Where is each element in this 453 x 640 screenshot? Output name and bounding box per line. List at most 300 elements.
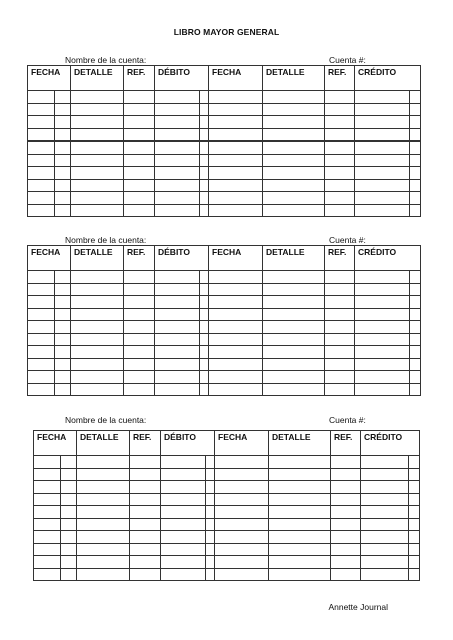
ledger-cell [124,333,155,346]
ledger-cell [215,543,269,556]
ledger-cell [325,271,355,284]
ledger-cell [28,154,55,167]
col-detalle-credit: DETALLE [263,66,325,91]
ledger-cell [155,179,200,192]
ledger-cell [269,556,331,569]
ledger-cell [130,531,161,544]
ledger-cell [155,91,200,104]
ledger-row [34,518,420,531]
ledger-cell [161,456,206,469]
ledger-row [34,493,420,506]
ledger-cell [215,568,269,581]
ledger-cell [77,468,130,481]
ledger-cell [355,91,410,104]
ledger-cell [206,481,215,494]
ledger-cell [61,556,77,569]
ledger-cell [124,204,155,217]
ledger-cell [325,321,355,334]
ledger-cell [130,556,161,569]
ledger-cell [331,506,361,519]
ledger-row [28,296,421,309]
ledger-cell [28,296,55,309]
ledger-cell [200,128,209,141]
ledger-cell [206,468,215,481]
ledger-cell [209,91,263,104]
ledger-cell [71,346,124,359]
ledger-header-row [34,431,420,456]
ledger-cell [325,192,355,205]
col-ref-debit: REF. [130,431,161,456]
ledger-cell [355,346,410,359]
ledger-cell [361,481,409,494]
ledger-cell [71,271,124,284]
ledger-cell [155,167,200,180]
ledger-cell [410,358,421,371]
ledger-cell [130,468,161,481]
ledger-cell [155,141,200,154]
ledger-cell [130,506,161,519]
ledger-cell [410,308,421,321]
col-ref-credit: REF. [325,246,355,271]
ledger-cell [130,481,161,494]
ledger-cell [34,506,61,519]
col-debito: DÉBITO [155,246,209,271]
ledger-header-row [28,66,421,91]
ledger-cell [263,358,325,371]
ledger-cell [331,481,361,494]
ledger-cell [355,371,410,384]
ledger-cell [331,493,361,506]
ledger-cell [361,518,409,531]
col-credito: CRÉDITO [355,66,421,91]
account-number-label: Cuenta #: [329,235,366,245]
account-name-label: Nombre de la cuenta: [65,55,147,65]
ledger-cell [55,154,71,167]
ledger-cell [200,271,209,284]
col-ref-debit: REF. [124,246,155,271]
ledger-table [33,430,420,581]
ledger-cell [124,371,155,384]
ledger-cell [410,91,421,104]
ledger-cell [215,518,269,531]
ledger-cell [269,531,331,544]
ledger-cell [71,103,124,116]
ledger-cell [124,296,155,309]
footer-brand: Annette Journal [328,602,388,612]
ledger-cell [355,192,410,205]
ledger-cell [34,543,61,556]
ledger-cell [161,568,206,581]
ledger-cell [410,141,421,154]
ledger-cell [28,141,55,154]
ledger-row [28,154,421,167]
col-detalle-debit: DETALLE [77,431,130,456]
ledger-cell [355,296,410,309]
ledger-cell [325,204,355,217]
ledger-row [34,506,420,519]
ledger-cell [77,543,130,556]
ledger-cell [361,531,409,544]
ledger-cell [355,333,410,346]
ledger-cell [325,358,355,371]
ledger-cell [55,91,71,104]
ledger-cell [28,91,55,104]
ledger-cell [200,296,209,309]
ledger-section-3 [33,415,419,585]
ledger-cell [361,568,409,581]
ledger-cell [28,271,55,284]
ledger-cell [410,333,421,346]
ledger-cell [124,308,155,321]
ledger-cell [55,321,71,334]
ledger-cell [409,506,420,519]
ledger-cell [124,141,155,154]
ledger-cell [55,383,71,396]
col-credito: CRÉDITO [361,431,420,456]
ledger-cell [209,154,263,167]
ledger-row [34,543,420,556]
ledger-cell [263,371,325,384]
ledger-cell [71,321,124,334]
ledger-cell [61,518,77,531]
ledger-row [28,271,421,284]
ledger-cell [269,506,331,519]
ledger-cell [355,358,410,371]
ledger-cell [124,271,155,284]
ledger-cell [206,518,215,531]
ledger-cell [325,128,355,141]
ledger-cell [206,493,215,506]
ledger-cell [28,179,55,192]
ledger-cell [28,333,55,346]
ledger-cell [155,283,200,296]
ledger-cell [61,506,77,519]
ledger-cell [55,128,71,141]
ledger-cell [61,568,77,581]
ledger-cell [28,128,55,141]
ledger-cell [155,333,200,346]
ledger-cell [325,154,355,167]
ledger-cell [410,154,421,167]
ledger-cell [409,493,420,506]
ledger-cell [263,271,325,284]
ledger-cell [269,456,331,469]
ledger-cell [355,154,410,167]
col-fecha-credit: FECHA [209,246,263,271]
ledger-cell [28,346,55,359]
ledger-cell [209,383,263,396]
ledger-cell [61,531,77,544]
ledger-cell [28,358,55,371]
ledger-cell [325,283,355,296]
ledger-row [34,456,420,469]
ledger-cell [263,321,325,334]
col-detalle-debit: DETALLE [71,66,124,91]
ledger-cell [77,568,130,581]
ledger-cell [263,296,325,309]
ledger-cell [410,371,421,384]
ledger-cell [325,371,355,384]
ledger-cell [71,128,124,141]
ledger-cell [263,383,325,396]
ledger-cell [263,346,325,359]
ledger-cell [77,531,130,544]
account-number-label: Cuenta #: [329,415,366,425]
ledger-cell [409,518,420,531]
ledger-cell [325,103,355,116]
ledger-row [28,346,421,359]
ledger-cell [263,333,325,346]
ledger-cell [124,192,155,205]
ledger-row [28,179,421,192]
ledger-cell [200,91,209,104]
ledger-cell [155,192,200,205]
ledger-cell [215,531,269,544]
ledger-cell [409,456,420,469]
ledger-cell [209,271,263,284]
ledger-cell [209,179,263,192]
ledger-cell [209,371,263,384]
ledger-cell [77,556,130,569]
ledger-cell [331,518,361,531]
ledger-cell [269,568,331,581]
ledger-cell [355,167,410,180]
ledger-cell [200,116,209,129]
ledger-body [28,91,421,217]
ledger-row [34,481,420,494]
ledger-cell [209,116,263,129]
ledger-cell [28,383,55,396]
ledger-cell [71,204,124,217]
ledger-row [28,333,421,346]
ledger-cell [209,141,263,154]
ledger-cell [61,456,77,469]
ledger-cell [34,481,61,494]
ledger-cell [200,321,209,334]
ledger-cell [161,493,206,506]
ledger-cell [61,493,77,506]
ledger-cell [410,283,421,296]
ledger-cell [209,204,263,217]
ledger-row [28,167,421,180]
ledger-cell [55,308,71,321]
ledger-cell [263,167,325,180]
ledger-cell [155,383,200,396]
col-fecha-debit: FECHA [34,431,77,456]
ledger-cell [355,204,410,217]
ledger-cell [124,179,155,192]
ledger-cell [410,116,421,129]
ledger-cell [71,358,124,371]
ledger-cell [124,128,155,141]
ledger-cell [61,468,77,481]
ledger-cell [209,283,263,296]
ledger-cell [325,167,355,180]
ledger-cell [71,383,124,396]
ledger-cell [410,271,421,284]
ledger-cell [55,271,71,284]
ledger-cell [409,543,420,556]
ledger-row [28,308,421,321]
ledger-cell [410,346,421,359]
ledger-cell [200,308,209,321]
ledger-cell [263,308,325,321]
ledger-cell [409,481,420,494]
ledger-row [34,468,420,481]
ledger-cell [355,321,410,334]
ledger-cell [155,371,200,384]
col-fecha-credit: FECHA [215,431,269,456]
ledger-cell [263,91,325,104]
ledger-cell [34,568,61,581]
ledger-body [34,456,420,581]
ledger-cell [34,468,61,481]
ledger-cell [71,333,124,346]
ledger-cell [200,346,209,359]
ledger-cell [325,333,355,346]
ledger-cell [200,179,209,192]
ledger-cell [361,543,409,556]
ledger-cell [263,128,325,141]
col-ref-credit: REF. [325,66,355,91]
ledger-table [27,245,421,396]
ledger-cell [155,116,200,129]
ledger-cell [209,167,263,180]
ledger-cell [55,296,71,309]
ledger-cell [361,468,409,481]
ledger-cell [28,321,55,334]
account-number-label: Cuenta #: [329,55,366,65]
ledger-cell [410,383,421,396]
ledger-cell [55,141,71,154]
ledger-cell [331,543,361,556]
ledger-cell [28,116,55,129]
ledger-cell [269,493,331,506]
ledger-cell [155,154,200,167]
ledger-row [28,204,421,217]
ledger-cell [355,179,410,192]
ledger-cell [355,308,410,321]
ledger-cell [155,204,200,217]
ledger-cell [331,531,361,544]
ledger-cell [71,296,124,309]
ledger-cell [331,456,361,469]
col-detalle-credit: DETALLE [263,246,325,271]
ledger-cell [124,154,155,167]
ledger-cell [77,493,130,506]
col-detalle-credit: DETALLE [269,431,331,456]
ledger-row [28,91,421,104]
ledger-cell [34,493,61,506]
ledger-cell [325,141,355,154]
account-name-label: Nombre de la cuenta: [65,235,147,245]
ledger-cell [71,154,124,167]
ledger-cell [71,308,124,321]
ledger-cell [55,283,71,296]
ledger-cell [206,543,215,556]
ledger-cell [200,358,209,371]
ledger-cell [124,91,155,104]
ledger-cell [361,456,409,469]
ledger-cell [269,518,331,531]
ledger-cell [55,371,71,384]
ledger-cell [155,271,200,284]
ledger-cell [325,116,355,129]
ledger-cell [55,179,71,192]
ledger-cell [71,116,124,129]
col-debito: DÉBITO [155,66,209,91]
ledger-cell [355,271,410,284]
ledger-cell [215,556,269,569]
ledger-cell [71,179,124,192]
ledger-cell [28,283,55,296]
ledger-cell [161,556,206,569]
ledger-cell [215,481,269,494]
ledger-cell [55,103,71,116]
ledger-cell [71,371,124,384]
ledger-cell [200,103,209,116]
ledger-cell [124,116,155,129]
ledger-row [28,103,421,116]
ledger-cell [409,568,420,581]
page-title: LIBRO MAYOR GENERAL [173,27,280,37]
ledger-cell [55,204,71,217]
ledger-cell [361,556,409,569]
ledger-cell [263,179,325,192]
ledger-cell [361,506,409,519]
ledger-cell [355,128,410,141]
ledger-cell [155,346,200,359]
col-ref-debit: REF. [124,66,155,91]
ledger-row [28,116,421,129]
ledger-cell [28,103,55,116]
ledger-cell [71,141,124,154]
ledger-cell [71,283,124,296]
ledger-section-1 [27,55,415,225]
ledger-cell [263,204,325,217]
ledger-cell [124,383,155,396]
ledger-cell [77,518,130,531]
ledger-cell [410,167,421,180]
ledger-cell [209,128,263,141]
ledger-cell [200,383,209,396]
ledger-cell [28,371,55,384]
col-ref-credit: REF. [331,431,361,456]
ledger-cell [206,531,215,544]
ledger-cell [331,568,361,581]
ledger-cell [209,333,263,346]
ledger-cell [200,283,209,296]
ledger-row [28,383,421,396]
ledger-table [27,65,421,217]
col-fecha-debit: FECHA [28,66,71,91]
ledger-cell [200,333,209,346]
ledger-cell [28,192,55,205]
ledger-row [28,128,421,141]
ledger-cell [77,456,130,469]
ledger-cell [130,543,161,556]
col-detalle-debit: DETALLE [71,246,124,271]
ledger-cell [161,468,206,481]
ledger-cell [209,296,263,309]
ledger-cell [206,456,215,469]
ledger-cell [325,308,355,321]
ledger-cell [161,518,206,531]
ledger-cell [200,204,209,217]
ledger-cell [325,346,355,359]
ledger-cell [215,506,269,519]
col-fecha-debit: FECHA [28,246,71,271]
